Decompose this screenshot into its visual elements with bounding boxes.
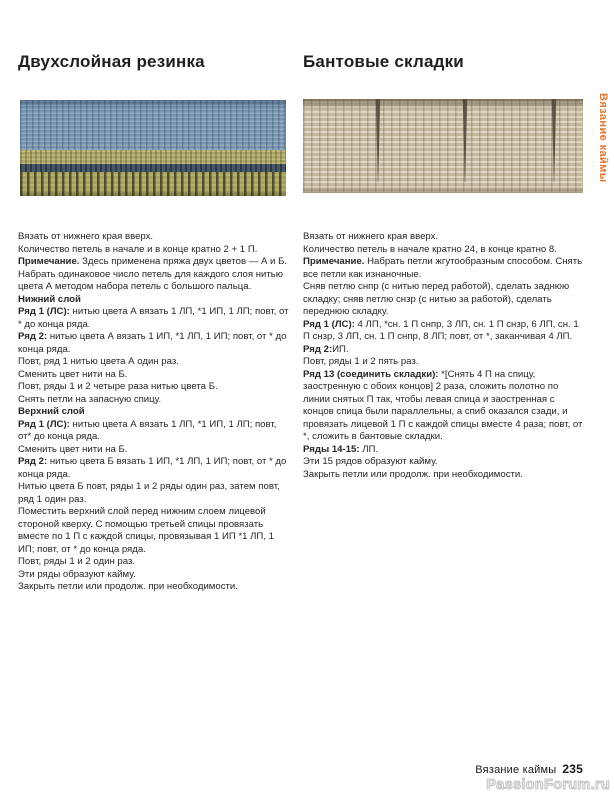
watermark: PassionForum.ru xyxy=(486,777,610,793)
instruction-paragraph: Эти 15 рядов образуют кайму. xyxy=(303,456,438,467)
page-number: 235 xyxy=(562,762,583,776)
instruction-paragraph: Сменить цвет нити на Б. xyxy=(18,368,128,380)
instruction-paragraph: Ряды 14-15: ЛП. xyxy=(303,443,379,455)
article-title-two-layer-ribbing: Двухслойная резинка xyxy=(18,52,205,71)
photo-bow-pleats-swatch xyxy=(303,99,583,193)
instruction-paragraph: Сменить цвет нити на Б. xyxy=(18,443,128,455)
pleat-crease xyxy=(459,99,471,182)
instruction-paragraph: Сняв петлю снпр (с нитью перед работой), сделать заднюю складку; сняв петлю снзр (с нитью за работой), сделать переднюю складку. xyxy=(303,281,570,317)
instruction-paragraph: Закрыть петли или продолж. при необходимости. xyxy=(303,468,523,480)
chapter-margin-tab: Вязание каймы xyxy=(597,93,609,183)
page-footer xyxy=(475,762,583,776)
swatch-bottom-layer xyxy=(20,172,286,196)
instruction-paragraph: Повт, ряды 1 и 2 четыре раза нитью цвета Б. xyxy=(18,381,218,392)
instruction-paragraph: Ряд 13 (соединить складки): *[Снять 4 П на спицу, заостренную с обоих концов] 2 раза, сложить полотно по линии снятых П так, чтобы левая спица и заостренная с концов спица были параллельны, а спиб оказался сзади, и провязать лицевой 1 П с каждой спицы вместе 4 раза; повт, от *, сложить в бантовые складки. xyxy=(303,368,583,442)
instruction-paragraph: Верхний слой xyxy=(18,406,85,417)
pleat-crease xyxy=(372,99,384,182)
right-instructions-column xyxy=(303,231,585,481)
article-title-bow-pleats: Бантовые складки xyxy=(303,52,464,71)
instruction-paragraph: Ряд 1 (ЛС): 4 ЛП, *сн. 1 П снпр, 3 ЛП, сн. 1 П снзр, 6 ЛП, сн. 1 П снзр, 3 ЛП, сн. 1 П снпр, 8 ЛП; повт, от *, заканчивая 4 ЛП. xyxy=(303,318,579,342)
instruction-paragraph: Снять петли на запасную спицу. xyxy=(18,393,162,405)
instruction-paragraph: Вязать от нижнего края вверх. xyxy=(18,231,154,242)
instruction-paragraph: Количество петель в начале и в конце кратно 2 + 1 П. xyxy=(18,243,258,255)
instruction-paragraph: Закрыть петли или продолж. при необходимости. xyxy=(18,581,238,592)
instruction-paragraph: Нижний слой xyxy=(18,293,81,305)
instruction-paragraph: Ряд 1 (ЛС): нитью цвета А вязать 1 ЛП, *1 ИП, 1 ЛП; повт, от * до конца ряда. xyxy=(18,306,289,330)
instruction-paragraph: Повт, ряды 1 и 2 один раз. xyxy=(18,556,136,567)
instruction-paragraph: Примечание. Здесь применена пряжа двух цветов — А и Б. Набрать одинаковое число петель для каждого слоя нитью цвета А методом набора петель с большого пальца. xyxy=(18,256,288,292)
photo-two-layer-ribbing-swatch xyxy=(20,100,286,196)
instruction-paragraph: Количество петель в начале кратно 24, в конце кратно 8. xyxy=(303,243,557,255)
left-instructions-column xyxy=(18,231,289,594)
swatch-olive-band xyxy=(20,150,286,164)
instruction-paragraph: Эти ряды образуют кайму. xyxy=(18,568,136,580)
instruction-paragraph: Повт, ряд 1 нитью цвета А один раз. xyxy=(18,356,179,367)
instruction-paragraph: Ряд 2: нитью цвета Б вязать 1 ИП, *1 ЛП, 1 ИП; повт, от * до конца ряда. xyxy=(18,456,287,480)
pleat-crease xyxy=(548,99,560,182)
instruction-paragraph: Ряд 2:ИП. xyxy=(303,343,349,355)
instruction-paragraph: Нитью цвета Б повт, ряды 1 и 2 ряды один раз, затем повт, ряд 1 один раз. xyxy=(18,481,280,505)
instruction-paragraph: Ряд 2: нитью цвета А вязать 1 ИП, *1 ЛП, 1 ИП; повт, от * до конца ряда. xyxy=(18,331,287,355)
instruction-paragraph: Ряд 1 (ЛС): нитью цвета А вязать 1 ЛП, *1 ИП, 1 ЛП; повт, от* до конца ряда. xyxy=(18,418,277,442)
swatch-navy-stripe xyxy=(20,164,286,172)
instruction-paragraph: Поместить верхний слой перед нижним слоем лицевой стороной кверху. С помощью третьей спицы провязать вместе по 1 П с каждой спицы, провязывая 1 ИП *1 ЛП, 1 ИП; повт, от * до конца ряда. xyxy=(18,506,274,555)
instruction-paragraph: Примечание. Набрать петли жгутообразным способом. Снять все петли как изнаночные. xyxy=(303,256,583,280)
instruction-paragraph: Повт, ряды 1 и 2 пять раз. xyxy=(303,356,419,367)
instruction-paragraph: Вязать от нижнего края вверх. xyxy=(303,231,439,242)
footer-section-label: Вязание каймы xyxy=(475,764,557,776)
swatch-blue-layer xyxy=(20,100,286,150)
